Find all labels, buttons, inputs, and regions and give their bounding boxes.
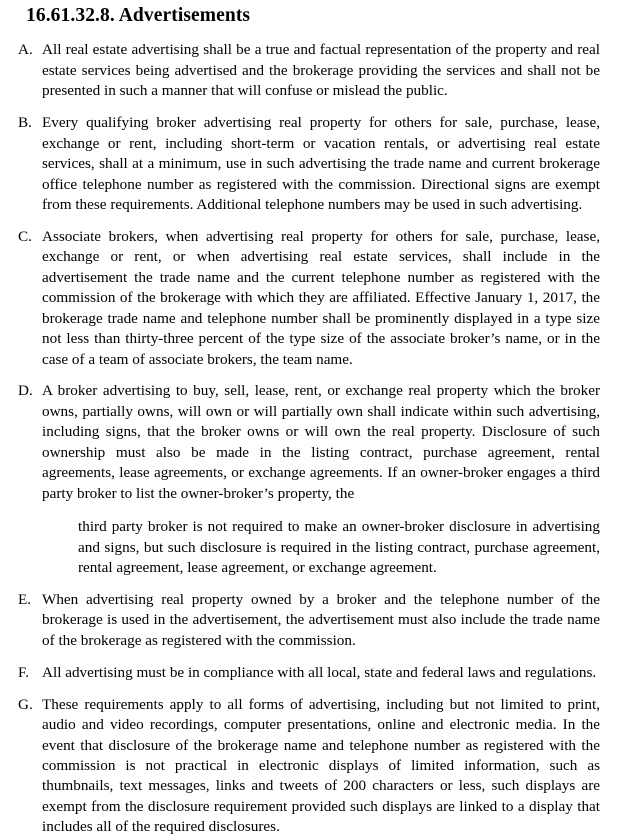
paragraph: All advertising must be in compliance with all local, state and federal laws and regulations.	[42, 663, 597, 681]
list-item-label: E.	[18, 590, 32, 608]
list-item	[14, 40, 610, 101]
list-item-label: G.	[18, 695, 33, 713]
list-item	[14, 113, 610, 215]
list-item-body	[42, 663, 610, 683]
list-item	[14, 695, 610, 838]
paragraph: Every qualifying broker advertising real property for others for sale, purchase, lease, exchange or rent, including short-term or vacation rentals, or advertising real estate services, shall at a minimum, use in such advertising the trade name and current brokerage office telephone number as registered with the commission. Directional signs are exempt from these requirements. Additional telephone numbers may be used in such advertising.	[42, 114, 600, 213]
list-item	[14, 590, 610, 651]
paragraph: These requirements apply to all forms of advertising, including but not limited to print, audio and video recordings, computer presentations, online and electronic media. In the event that disclosure of the brokerage name and telephone number as registered with the commission is not practical in electronic displays of limited information, such as thumbnails, text messages, links and tweets of 200 characters or less, such displays are exempt from the disclosure requirement provided such displays are linked to a display that includes all of the required disclosures.	[42, 695, 600, 836]
paragraph: All real estate advertising shall be a true and factual representation of the property and real estate services being advertised and the brokerage providing the services and shall not be presented in such a manner that will confuse or mislead the public.	[42, 41, 600, 100]
paragraph: Associate brokers, when advertising real property for others for sale, purchase, lease, exchange or rent, or when advertising real estate services, shall include in the advertisement the trade name and the current telephone number as registered with the commission of the brokerage with which they are affiliated. Effective January 1, 2017, the brokerage trade name and telephone number shall be prominently displayed in a type size not less than thirty-three percent of the type size of the associate broker’s name, or in the case of a team of associate brokers, the team name.	[42, 227, 600, 368]
paragraph: When advertising real property owned by a broker and the telephone number of the brokerage is used in the advertisement, the advertisement must also include the trade name of the brokerage as registered with the commission.	[42, 590, 600, 649]
paragraph-continuation: third party broker is not required to make an owner-broker disclosure in advertising and signs, but such disclosure is required in the listing contract, purchase agreement, rental agreement, lease agreement, or exchange agreement.	[78, 518, 600, 576]
list-item	[14, 227, 610, 370]
page-title: 16.61.32.8. Advertisements	[26, 5, 251, 26]
paragraph: A broker advertising to buy, sell, lease, rent, or exchange real property which the broker owns, partially owns, will own or will partially own shall indicate within such advertising, including signs, that the broker owns or will own the real property. Disclosure of such ownership must also be made in the listing contract, purchase agreement, rental agreements, lease agreements, or exchange agreements. If an owner-broker engages a third party broker to list the owner-broker’s property, the	[42, 382, 600, 502]
list-item-label: C.	[18, 227, 32, 245]
list-item-label: A.	[18, 41, 33, 59]
list-item-body	[42, 381, 610, 578]
list-item	[14, 381, 610, 578]
list-item-label: D.	[18, 382, 33, 400]
list-item-body	[42, 40, 610, 101]
list-item-body	[42, 113, 610, 215]
list-item-body	[42, 590, 610, 651]
list-item-body	[42, 695, 610, 838]
document-page	[0, 4, 624, 836]
list-item-body	[42, 227, 610, 370]
list-item-label: F.	[18, 663, 30, 681]
list-item-label: B.	[18, 114, 32, 132]
regulation-list	[0, 40, 624, 837]
list-item	[14, 663, 610, 683]
